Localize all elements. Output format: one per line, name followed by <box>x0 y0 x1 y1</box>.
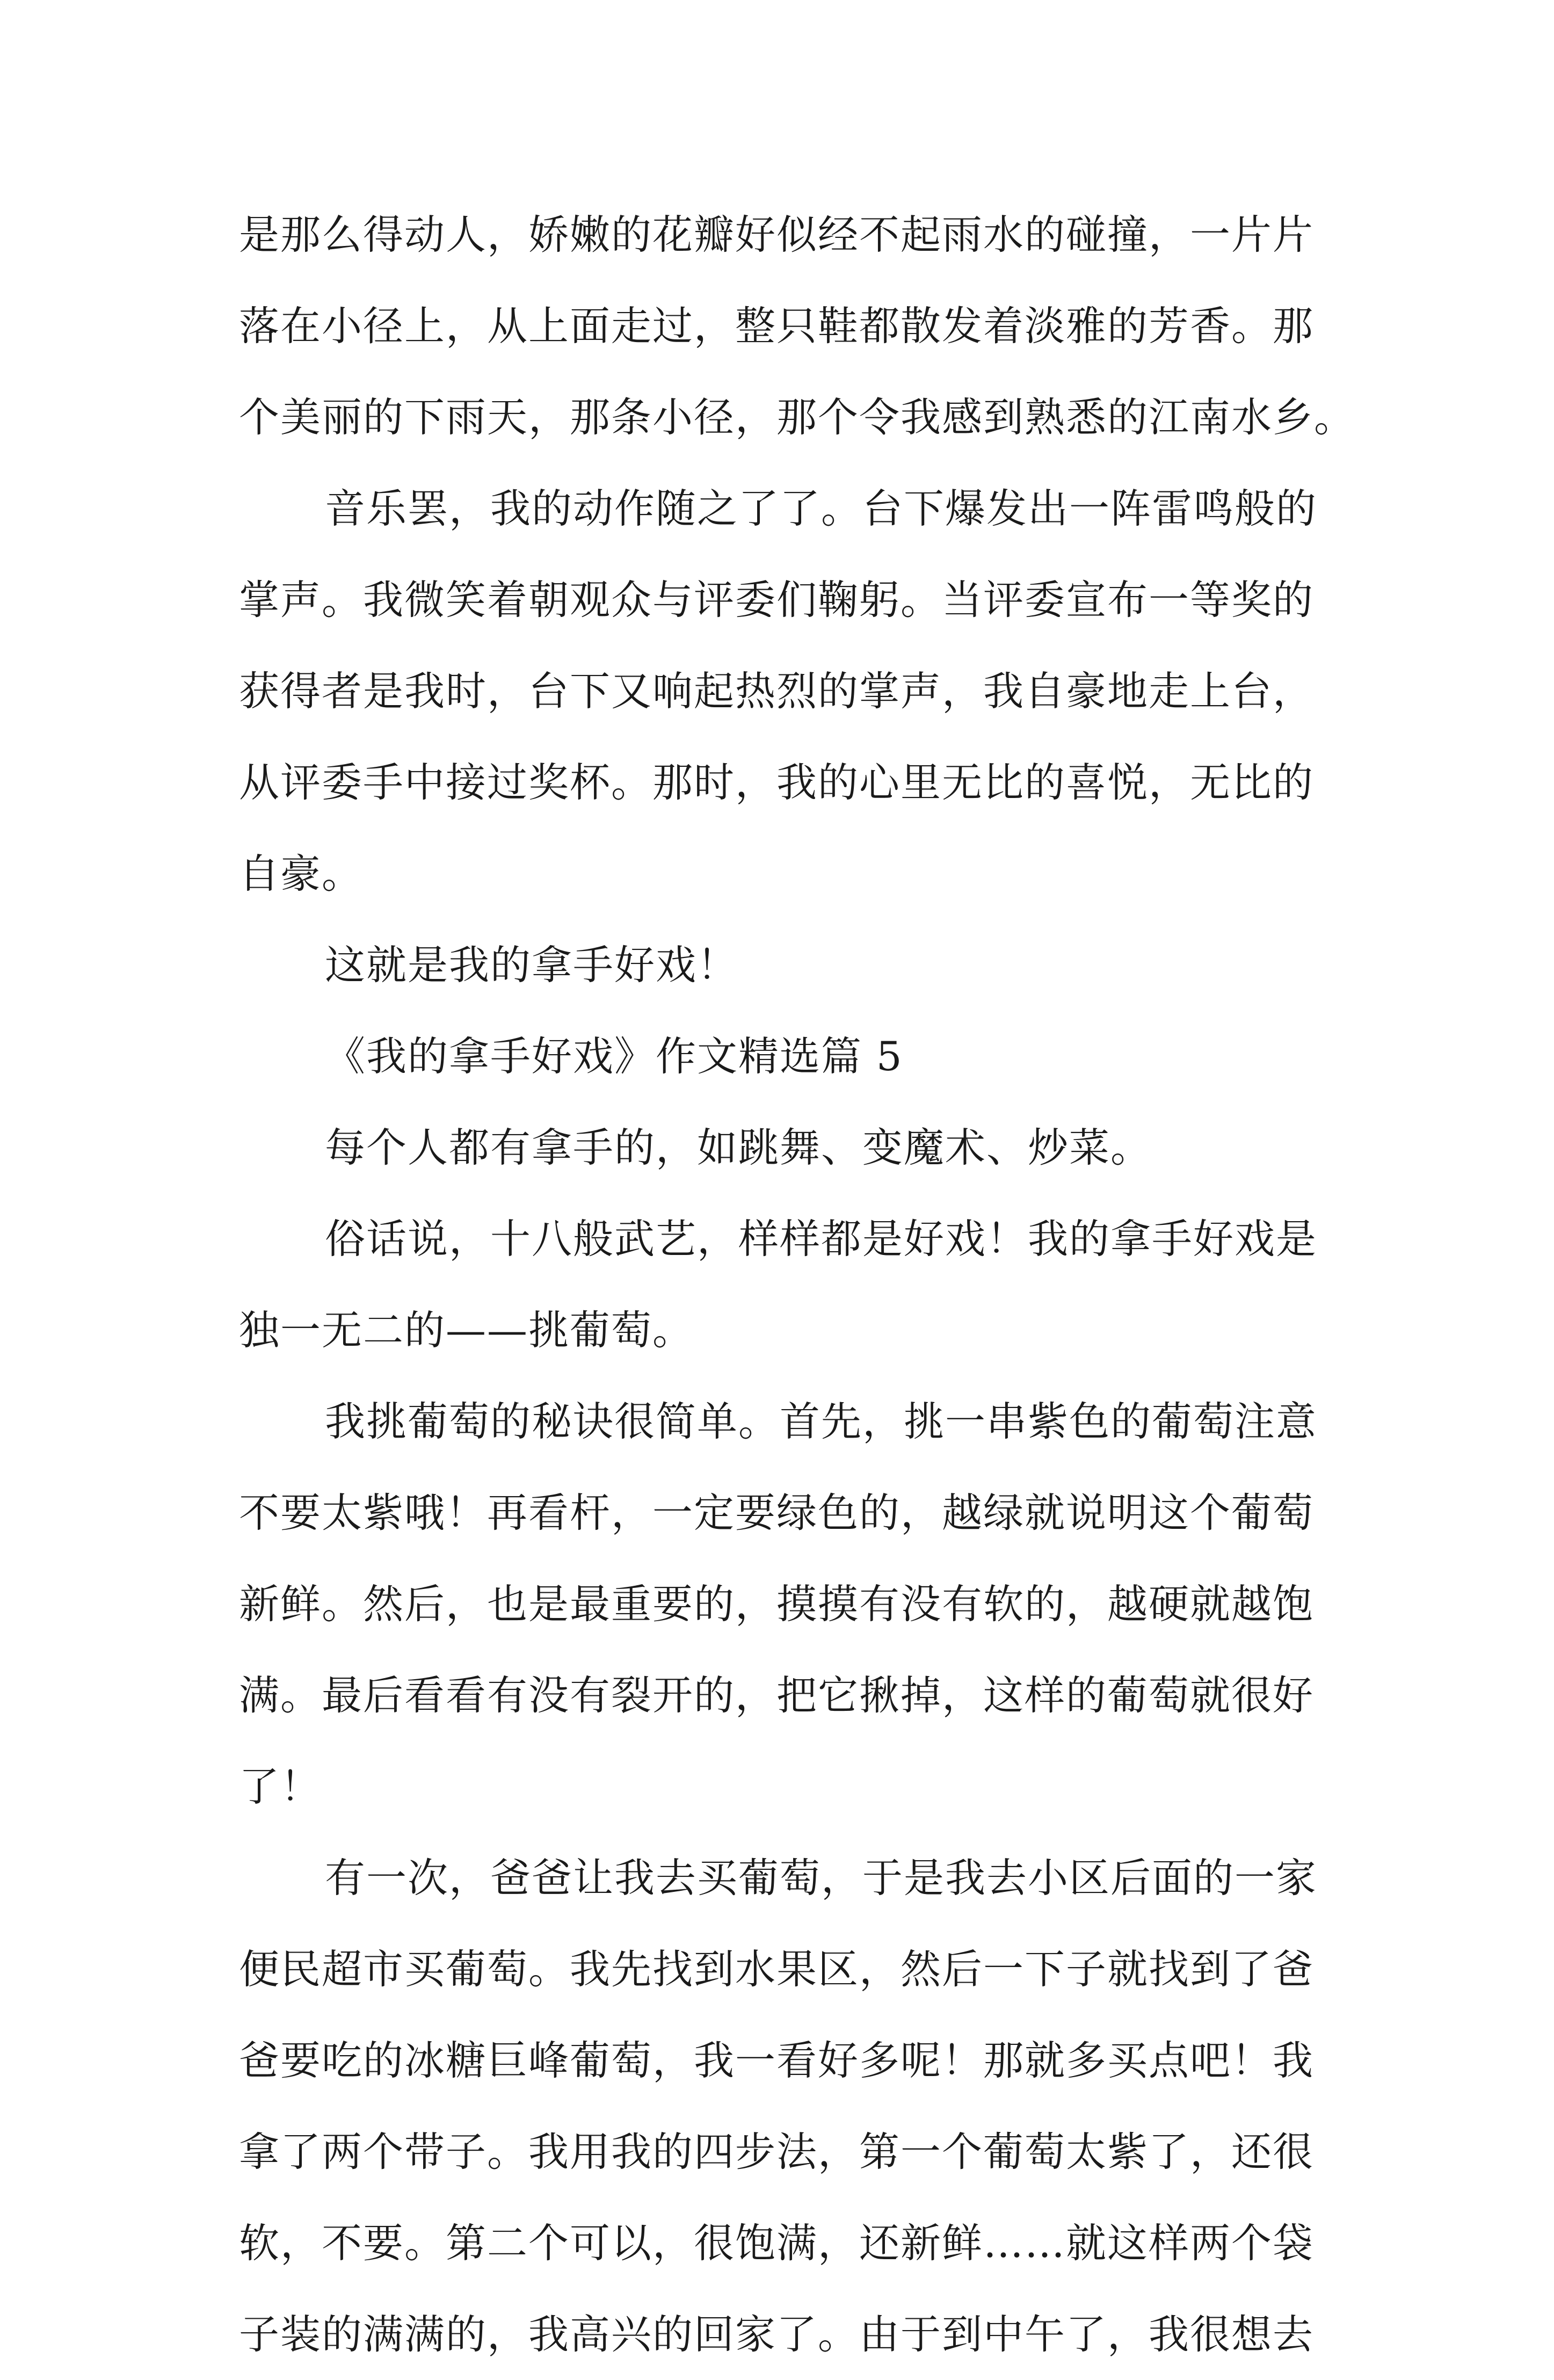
text-line: 新鲜。然后，也是最重要的，摸摸有没有软的，越硬就越饱 <box>239 1580 1315 1628</box>
text-line: 获得者是我时，台下又响起热烈的掌声，我自豪地走上台， <box>239 667 1315 715</box>
text-line: 个美丽的下雨天，那条小径，那个令我感到熟悉的江南水乡。 <box>239 394 1356 441</box>
text-line: 自豪。 <box>239 850 364 897</box>
text-line: 满。最后看看有没有裂开的，把它揪掉，这样的葡萄就很好 <box>239 1672 1315 1719</box>
text-line: 俗话说，十八般武艺，样样都是好戏！我的拿手好戏是 <box>325 1215 1318 1262</box>
text-line: 爸要吃的冰糖巨峰葡萄，我一看好多呢！那就多买点吧！我 <box>239 2037 1315 2084</box>
text-line: 这就是我的拿手好戏！ <box>325 941 739 989</box>
text-line: 子装的满满的，我高兴的回家了。由于到中午了，我很想去 <box>239 2311 1315 2358</box>
text-line: 我挑葡萄的秘诀很简单。首先，挑一串紫色的葡萄注意 <box>325 1398 1318 1445</box>
section-heading: 《我的拿手好戏》作文精选篇 5 <box>325 1033 903 1080</box>
text-line: 从评委手中接过奖杯。那时，我的心里无比的喜悦，无比的 <box>239 759 1315 806</box>
text-line: 拿了两个带子。我用我的四步法，第一个葡萄太紫了，还很 <box>239 2128 1315 2175</box>
text-line: 了！ <box>239 1763 322 1810</box>
text-line: 掌声。我微笑着朝观众与评委们鞠躬。当评委宣布一等奖的 <box>239 576 1315 623</box>
text-line: 每个人都有拿手的，如跳舞、变魔术、炒菜。 <box>325 1124 1152 1171</box>
text-line: 落在小径上，从上面走过，整只鞋都散发着淡雅的芳香。那 <box>239 302 1315 350</box>
text-line: 不要太紫哦！再看杆，一定要绿色的，越绿就说明这个葡萄 <box>239 1489 1315 1536</box>
essay-body <box>239 189 1356 2380</box>
text-line: 有一次，爸爸让我去买葡萄，于是我去小区后面的一家 <box>325 1854 1318 1902</box>
text-line: 便民超市买葡萄。我先找到水果区，然后一下子就找到了爸 <box>239 1946 1315 1993</box>
text-line: 独一无二的——挑葡萄。 <box>239 1307 694 1354</box>
text-line: 音乐罢，我的动作随之了了。台下爆发出一阵雷鸣般的 <box>325 485 1318 532</box>
text-line: 是那么得动人，娇嫩的花瓣好似经不起雨水的碰撞，一片片 <box>239 211 1315 258</box>
text-line: 软，不要。第二个可以，很饱满，还新鲜……就这样两个袋 <box>239 2219 1315 2267</box>
